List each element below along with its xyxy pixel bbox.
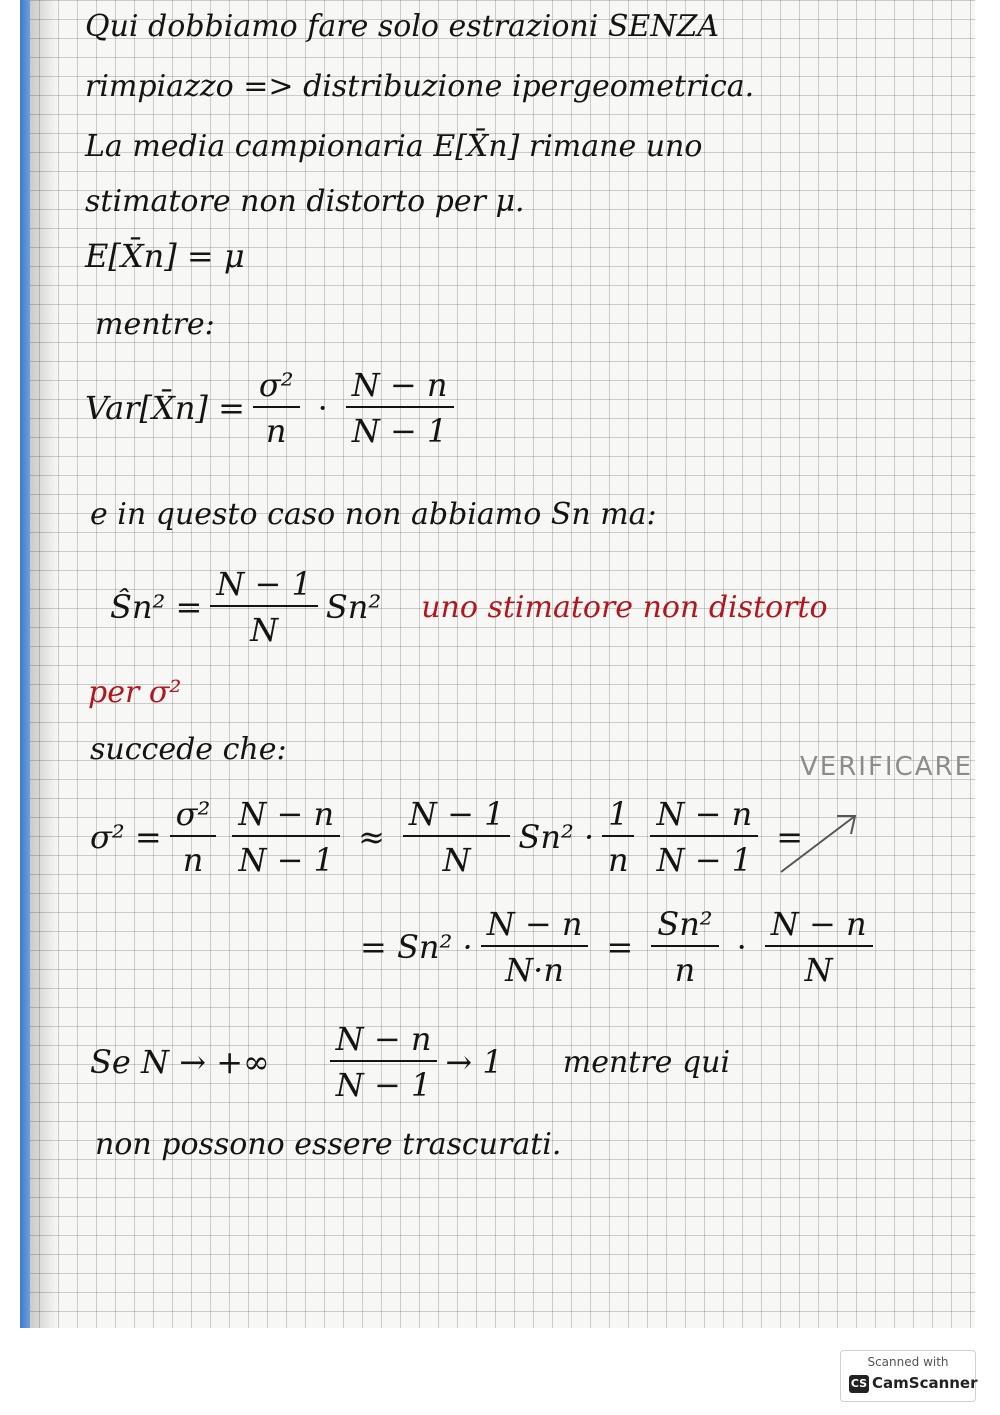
sigma-formula bbox=[90, 795, 813, 879]
variance-formula: Var[X̄n] = $\frac{\text{σ²}}{n}$ · $\frac{N - n}{N - 1}$ bbox=[85, 366, 462, 450]
sigma-frac-a-den: n bbox=[182, 841, 204, 879]
mentre-label: mentre: bbox=[95, 307, 215, 342]
limit-fraction bbox=[330, 1020, 438, 1104]
sigma-frac-e-num: N − n bbox=[650, 795, 758, 837]
variance-frac2-den: N − 1 bbox=[351, 412, 448, 450]
variance-frac2-num: N − n bbox=[346, 366, 454, 408]
sigma-frac-b-den: N − 1 bbox=[238, 841, 334, 879]
sigma-frac-e-den: N − 1 bbox=[656, 841, 753, 879]
second-line-sn2: = Sn² · bbox=[360, 928, 473, 966]
variance-fraction-2 bbox=[346, 366, 454, 450]
second-line-formula: = Sn² · $\frac{N - n}{N\cdot n}$ = $\frac{\text{Sn²}}{n}$ · $\frac{N - n}{N}$ bbox=[360, 905, 881, 989]
second-frac-b bbox=[651, 905, 718, 989]
note-line-1: Qui dobbiamo fare solo estrazioni SENZA bbox=[85, 9, 720, 44]
note-line-2: rimpiazzo => distribuzione ipergeometrica. bbox=[85, 69, 755, 104]
watermark-top: Scanned with bbox=[867, 1355, 949, 1369]
s-hat-num: N − 1 bbox=[210, 565, 318, 607]
sigma-frac-c-den: N bbox=[442, 841, 471, 879]
s-hat-den: N bbox=[250, 611, 279, 649]
note-line-4: stimatore non distorto per μ. bbox=[85, 184, 525, 219]
approx-sign: ≈ bbox=[358, 818, 385, 856]
second-frac-a-num: N − n bbox=[481, 905, 589, 947]
red-note: uno stimatore non distorto bbox=[421, 589, 828, 625]
mean-equation: E[X̄n] = μ bbox=[85, 237, 245, 275]
limit-arrow-one: → 1 bbox=[445, 1043, 503, 1081]
sigma-frac-e bbox=[650, 795, 758, 879]
second-frac-b-num: Sn² bbox=[651, 905, 718, 947]
s-hat-formula bbox=[110, 565, 828, 649]
variance-lhs: Var[X̄n] = bbox=[85, 389, 245, 427]
limit-se: Se N → +∞ bbox=[90, 1043, 270, 1081]
sigma-frac-d bbox=[602, 795, 634, 879]
last-line: non possono essere trascurati. bbox=[95, 1127, 562, 1162]
second-frac-b-den: n bbox=[674, 951, 696, 989]
s-hat-rest: Sn² bbox=[325, 588, 382, 626]
mentre-qui: mentre qui bbox=[562, 1044, 731, 1080]
note-line-3: La media campionaria E[X̄n] rimane uno bbox=[85, 129, 703, 164]
sigma-frac-a-num: σ² bbox=[170, 795, 217, 837]
second-frac-c-den: N bbox=[804, 951, 833, 989]
binding-shadow bbox=[30, 0, 58, 1328]
watermark-name: CamScanner bbox=[872, 1374, 978, 1392]
limit-formula bbox=[90, 1020, 730, 1104]
variance-frac1-den: n bbox=[265, 412, 287, 450]
case-line: e in questo caso non abbiamo Sn ma: bbox=[90, 497, 657, 532]
sigma-frac-d-den: n bbox=[608, 841, 629, 879]
second-frac-c bbox=[765, 905, 873, 989]
variance-frac1-num: σ² bbox=[253, 366, 300, 408]
red-per-sigma: per σ² bbox=[88, 675, 182, 710]
sigma-sn2: Sn² · bbox=[518, 818, 595, 856]
succede-label: succede che: bbox=[90, 732, 287, 767]
equals-sign: = bbox=[776, 818, 804, 856]
verificare-stamp: VERIFICARE bbox=[800, 752, 974, 782]
camscanner-watermark bbox=[840, 1350, 976, 1402]
sigma-lhs: σ² = bbox=[90, 818, 162, 856]
sigma-frac-c bbox=[403, 795, 511, 879]
sigma-frac-b-num: N − n bbox=[232, 795, 340, 837]
sigma-frac-b bbox=[232, 795, 340, 879]
limit-frac-num: N − n bbox=[330, 1020, 438, 1062]
camscanner-logo-icon: CS bbox=[849, 1375, 869, 1393]
second-frac-c-num: N − n bbox=[765, 905, 873, 947]
second-equals: = bbox=[606, 928, 634, 966]
second-frac-a-den: N·n bbox=[505, 951, 564, 989]
sigma-frac-a bbox=[170, 795, 217, 879]
second-frac-a bbox=[481, 905, 589, 989]
variance-fraction-1 bbox=[253, 366, 300, 450]
sigma-frac-c-num: N − 1 bbox=[403, 795, 511, 837]
sigma-frac-d-num: 1 bbox=[602, 795, 634, 837]
notebook-spine bbox=[20, 0, 30, 1328]
limit-frac-den: N − 1 bbox=[335, 1066, 432, 1104]
s-hat-lhs: Ŝn² = bbox=[110, 588, 203, 626]
s-hat-fraction bbox=[210, 565, 318, 649]
